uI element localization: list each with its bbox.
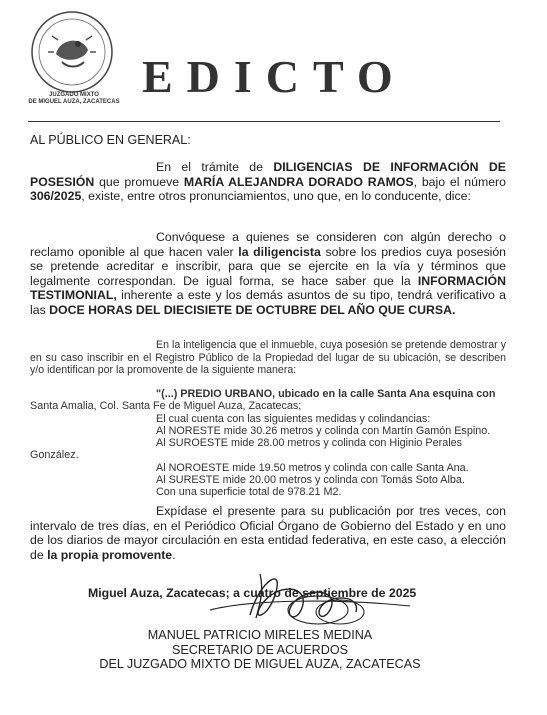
place-and-date: Miguel Auza, Zacatecas; a cuatro de septiembre de 2025 <box>88 586 417 600</box>
paragraph-2 <box>30 230 506 318</box>
paragraph-4 <box>30 504 506 562</box>
boundary-noreste: Al NORESTE mide 30.26 metros y colinda con Martín Gamón Espino. <box>156 424 491 437</box>
signer-name: MANUEL PATRICIO MIRELES MEDINA <box>147 628 373 642</box>
p2-text-3: inherente a este y los demás asuntos de su tipo, tendrá verificativo a las <box>30 288 506 317</box>
signer-court: DEL JUZGADO MIXTO DE MIGUEL AUZA, ZACATECAS <box>99 657 421 672</box>
court-line-1: JUZGADO MIXTO <box>49 92 99 98</box>
promoter-name: MARÍA ALEJANDRA DORADO RAMOS <box>183 174 414 189</box>
boundary-suroeste-cont: González. <box>30 449 79 462</box>
proceeding-type: DILIGENCIAS DE INFORMACIÓN DE POSESIÓN <box>30 160 506 189</box>
p2-bold-2: INFORMACIÓN TESTIMONIAL, <box>30 273 506 303</box>
p2-text-2: sobre los predios cuya posesión se pretende acreditar e inscribir, para que se ejercite en la vía y términos que legalmente correspondan. De igual forma, se hace saber que la <box>30 244 507 288</box>
signer-role: SECRETARIO DE ACUERDOS <box>171 642 349 657</box>
property-measures-intro: El cual cuenta con las siguientes medidas y colindancias: <box>156 412 431 425</box>
paragraph-3: En la inteligencia que el inmueble, cuya posesión se pretende demostrar y en su caso inscribir en el Registro Público de la Propiedad del lugar de su ubicación, se describen y/o identifican por la promovente de la siguiente manera: <box>30 339 506 376</box>
header-divider <box>28 121 500 122</box>
addressee: AL PÚBLICO EN GENERAL: <box>30 133 191 147</box>
property-description <box>30 388 510 499</box>
boundary-suroeste: Al SUROESTE mide 28.00 metros y colinda con Higinio Perales <box>156 437 463 450</box>
p1-text-2: que promueve <box>94 174 184 189</box>
court-seal-icon <box>22 8 122 104</box>
p1-text-4: , existe, entre otros pronunciamientos, uno que, en lo conducente, dice: <box>81 189 471 204</box>
p4-bold-1: la propia promovente <box>47 547 173 562</box>
property-location: Santa Amalia, Col. Santa Fe de Miguel Auza, Zacatecas; <box>30 400 302 413</box>
paragraph-1 <box>30 160 506 204</box>
document-title: EDICTO <box>142 51 407 102</box>
court-label <box>20 92 128 106</box>
boundary-noroeste: Al NOROESTE mide 19.50 metros y colinda con calle Santa Ana. <box>156 461 469 474</box>
property-area: Con una superficie total de 978.21 M2. <box>156 486 342 499</box>
p2-bold-1: la diligencista <box>238 244 321 259</box>
p4-text-1: Expídase el presente para su publicación por tres veces, con intervalo de tres días, en el Periódico Oficial Órgano de Gobierno del Estado y en uno de los diarios de mayor circulación en esta entidad federativa, en este caso, a elección de <box>30 504 506 562</box>
signature-block <box>60 628 460 672</box>
p1-text-3: , bajo el número <box>413 174 506 189</box>
p1-text-1: En el trámite de <box>156 160 274 174</box>
property-intro: "(...) PREDIO URBANO, ubicado en la calle Santa Ana esquina con <box>156 388 496 400</box>
case-number: 306/2025 <box>30 189 82 204</box>
boundary-sureste: Al SURESTE mide 20.00 metros y colinda con Tomás Soto Alba. <box>156 474 465 487</box>
court-line-2: DE MIGUEL AUZA, ZACATECAS <box>28 99 120 105</box>
hearing-date: DOCE HORAS DEL DIECISIETE DE OCTUBRE DEL AÑO QUE CURSA. <box>49 302 456 317</box>
p4-text-2: . <box>172 547 176 562</box>
p2-text-1: Convóquese a quienes se consideren con algún derecho o reclamo oponible al que hacen valer <box>30 230 506 259</box>
